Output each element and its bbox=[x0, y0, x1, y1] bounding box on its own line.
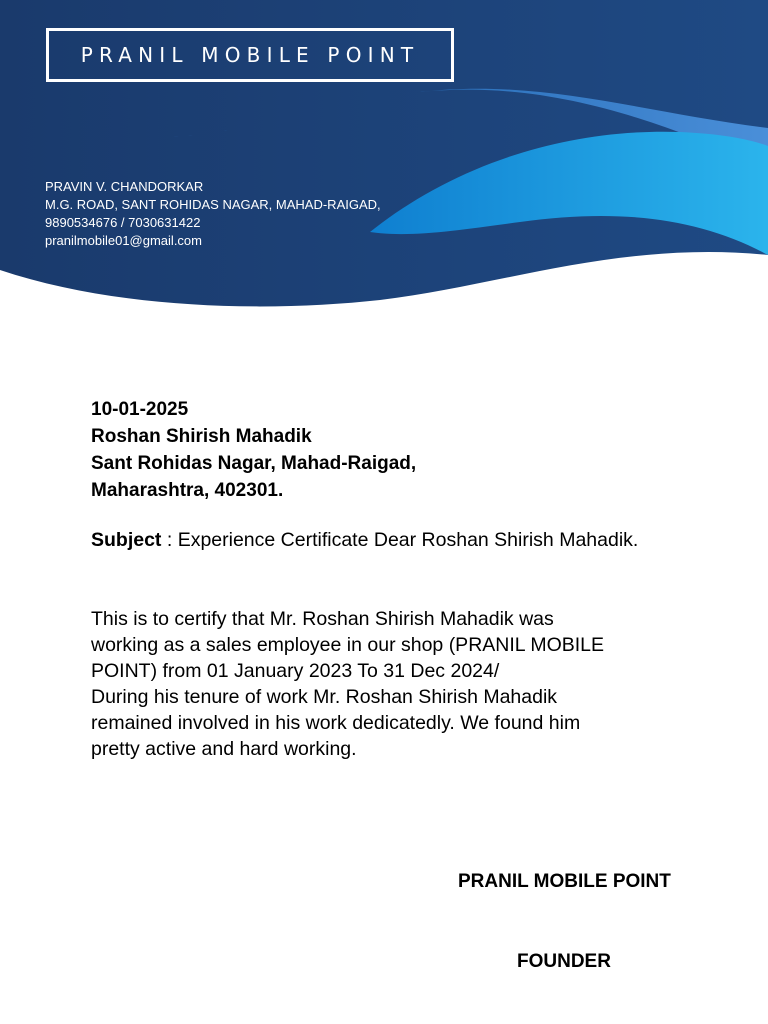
recipient-name: Roshan Shirish Mahadik bbox=[91, 426, 312, 447]
brand-title: PRANIL MOBILE POINT bbox=[80, 43, 420, 67]
subject-line bbox=[91, 527, 651, 553]
contact-block bbox=[45, 178, 381, 250]
contact-phones: 9890534676 / 7030631422 bbox=[45, 215, 201, 230]
contact-email: pranilmobile01@gmail.com bbox=[45, 233, 202, 248]
signature-company: PRANIL MOBILE POINT bbox=[458, 871, 671, 892]
subject-label: Subject bbox=[91, 529, 162, 551]
contact-address: M.G. ROAD, SANT ROHIDAS NAGAR, MAHAD-RAIGAD, bbox=[45, 197, 381, 212]
recipient-address-line2: Maharashtra, 402301. bbox=[91, 480, 284, 501]
letter-body bbox=[91, 606, 671, 762]
body-line: working as a sales employee in our shop (PRANIL MOBILE bbox=[91, 634, 605, 656]
letter-date: 10-01-2025 bbox=[91, 399, 189, 420]
subject-text: : Experience Certificate Dear Roshan Shirish Mahadik. bbox=[161, 529, 639, 551]
signature-title: FOUNDER bbox=[517, 951, 611, 972]
recipient-address-line1: Sant Rohidas Nagar, Mahad-Raigad, bbox=[91, 453, 417, 474]
body-line: During his tenure of work Mr. Roshan Shirish Mahadik bbox=[91, 686, 558, 708]
body-line: remained involved in his work dedicatedly. We found him bbox=[91, 712, 581, 734]
recipient-block bbox=[91, 396, 416, 504]
brand-title-box bbox=[46, 28, 454, 82]
body-line: POINT) from 01 January 2023 To 31 Dec 2024/ bbox=[91, 660, 500, 682]
body-line: This is to certify that Mr. Roshan Shirish Mahadik was bbox=[91, 608, 554, 630]
body-line: pretty active and hard working. bbox=[91, 738, 357, 760]
contact-name: PRAVIN V. CHANDORKAR bbox=[45, 179, 204, 194]
